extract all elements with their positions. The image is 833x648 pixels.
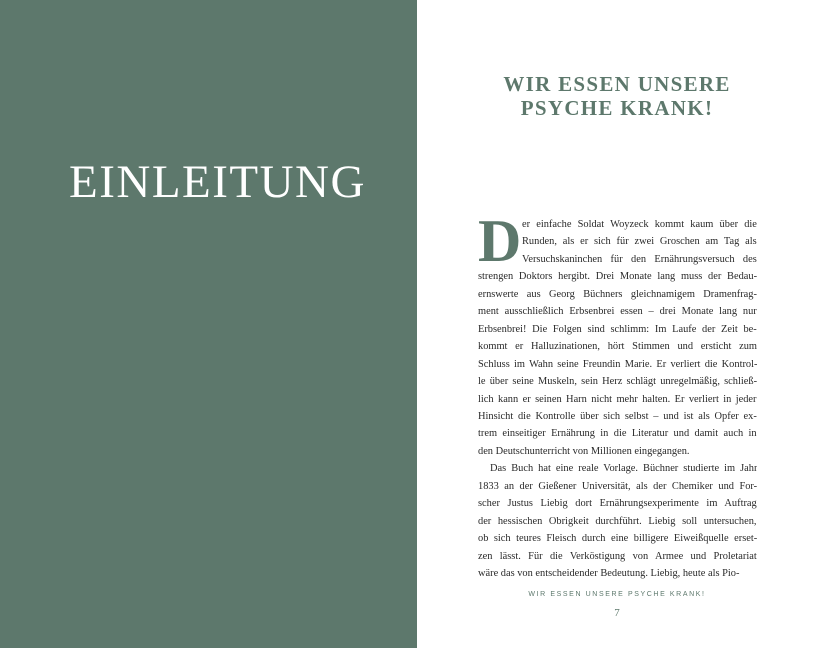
text-line: zen lässt. Für die Verköstigung von Armee und Proletariat — [478, 550, 757, 562]
text-line: kommt er Halluzinationen, hört Stimmen und ersticht zum — [478, 341, 757, 353]
text-line: ernswerte aus Georg Büchners gleichnamigem Dramenfrag- — [478, 288, 757, 300]
text-line: Runden, als er sich für zwei Groschen am Tag als — [522, 236, 757, 248]
text-line: Hinsicht die Kontrolle über sich selbst – und ist als Opfer ex- — [478, 410, 757, 422]
page-number: 7 — [614, 607, 620, 619]
text-line: der hessischen Obrigkeit durchführt. Liebig soll untersuchen, — [478, 515, 757, 527]
text-line: trem einseitiger Ernährung in die Literatur und damit auch in — [478, 428, 757, 440]
drop-cap: D — [478, 208, 522, 274]
text-line: lich kann er seinen Harn nicht mehr halten. Er verliert in jeder — [478, 393, 757, 405]
text-line: Erbsenbrei! Die Folgen sind schlimm: Im Laufe der Zeit be- — [478, 323, 757, 335]
right-page — [417, 0, 833, 648]
section-title-line: WIR ESSEN UNSERE — [503, 72, 731, 96]
text-line: Das Buch hat eine reale Vorlage. Büchner studierte im Jahr — [490, 463, 757, 475]
text-line: den Deutschunterricht von Millionen eingegangen. — [478, 445, 690, 457]
section-title — [417, 72, 817, 120]
section-title-line: PSYCHE KRANK! — [520, 96, 714, 120]
text-line: er einfache Soldat Woyzeck kommt kaum über die — [522, 219, 757, 230]
text-line: ob sich teures Fleisch durch eine billigere Eiweißquelle erset- — [478, 533, 757, 545]
text-line: le über seine Muskeln, sein Herz schlägt unregelmäßig, schließ- — [478, 376, 757, 388]
text-line: wäre das von entscheidender Bedeutung. Liebig, heute als Pio- — [478, 568, 740, 580]
body-text — [478, 208, 757, 583]
text-line: strengen Doktors hergibt. Drei Monate lang muss der Bedau- — [478, 271, 757, 283]
text-line: Schluss im Wahn seine Freundin Marie. Er verliert die Kontrol- — [478, 358, 757, 370]
running-footer: WIR ESSEN UNSERE PSYCHE KRANK! — [528, 591, 706, 598]
text-line: 1833 an der Gießener Universität, als der Chemiker und For- — [478, 480, 757, 492]
text-line: scher Justus Liebig dort Ernährungsexperimente im Auftrag — [478, 498, 757, 510]
text-line: ment ausschließlich Erbsenbrei essen – drei Monate lang nur — [478, 306, 757, 318]
text-line: Versuchskaninchen für den Ernährungsversuch des — [522, 253, 757, 265]
chapter-title: EINLEITUNG — [69, 156, 366, 208]
